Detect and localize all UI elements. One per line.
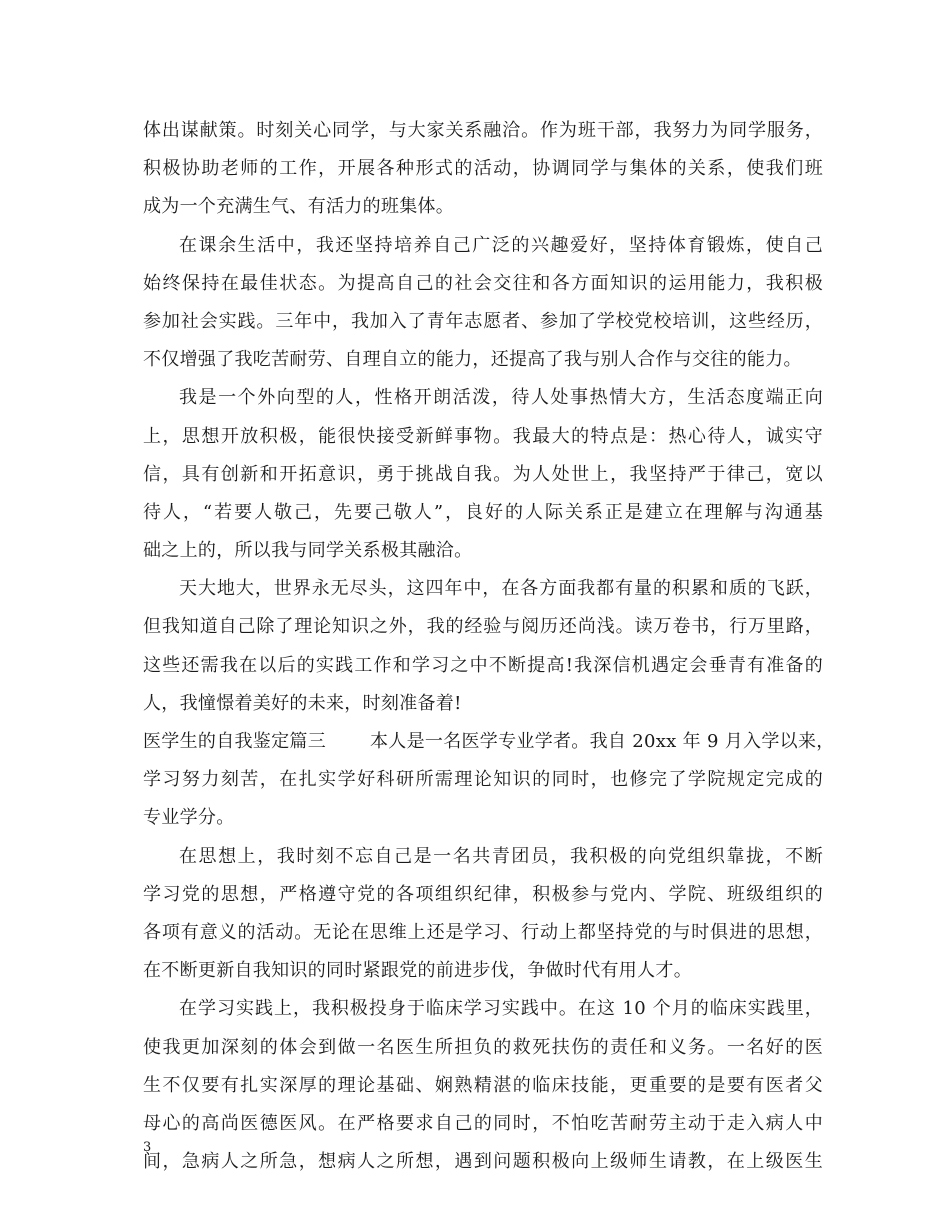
page-number: 3 bbox=[143, 1140, 152, 1155]
page-body-text bbox=[143, 112, 835, 1181]
text-line: 成为一个充满生气、有活力的班集体。 bbox=[143, 196, 455, 218]
text-line: 学习努力刻苦，在扎实学好科研所需理论知识的同时，也修完了学院规定完成的 bbox=[143, 769, 823, 791]
text-line: 上，思想开放积极，能很快接受新鲜事物。我最大的特点是：热心待人，诚实守 bbox=[143, 425, 823, 447]
text-line: 我是一个外向型的人，性格开朗活泼，待人处事热情大方，生活态度端正向 bbox=[179, 387, 823, 409]
text-line: 母心的高尚医德医风。在严格要求自己的同时，不怕吃苦耐劳主动于走入病人中 bbox=[143, 1112, 823, 1134]
section-title: 医学生的自我鉴定篇三 bbox=[143, 731, 326, 752]
text-line: 在思想上，我时刻不忘自己是一名共青团员，我积极的向党组织靠拢，不断 bbox=[179, 845, 823, 867]
section-first-line: 本人是一名医学专业学者。我自 20xx 年 9 月入学以来， bbox=[370, 731, 835, 752]
text-line: 在不断更新自我知识的同时紧跟党的前进步伐，争做时代有用人才。 bbox=[143, 960, 692, 982]
text-line: 体出谋献策。时刻关心同学，与大家关系融洽。作为班干部，我努力为同学服务， bbox=[143, 120, 823, 141]
text-line: 各项有意义的活动。无论在思维上还是学习、行动上都坚持党的与时俱进的思想， bbox=[143, 921, 823, 943]
section-heading-line bbox=[143, 723, 835, 761]
text-line: 础之上的，所以我与同学关系极其融洽。 bbox=[143, 540, 473, 562]
text-line: 待人，“若要人敬己，先要己敬人”，良好的人际关系正是建立在理解与沟通基 bbox=[143, 501, 823, 523]
text-line: 信，具有创新和开拓意识，勇于挑战自我。为人处世上，我坚持严于律己，宽以 bbox=[143, 463, 823, 485]
text-line: 专业学分。 bbox=[143, 807, 235, 829]
text-line: 在学习实践上，我积极投身于临床学习实践中。在这 10 个月的临床实践里， bbox=[179, 998, 823, 1020]
text-line: 学习党的思想，严格遵守党的各项组织纪律，积极参与党内、学院、班级组织的 bbox=[143, 883, 823, 905]
text-line: 积极协助老师的工作，开展各种形式的活动，协调同学与集体的关系，使我们班 bbox=[143, 158, 823, 180]
text-line: 但我知道自己除了理论知识之外，我的经验与阅历还尚浅。读万卷书，行万里路， bbox=[143, 616, 823, 638]
text-line: 在课余生活中，我还坚持培养自己广泛的兴趣爱好，坚持体育锻炼，使自己 bbox=[179, 234, 823, 256]
text-line: 这些还需我在以后的实践工作和学习之中不断提高!我深信机遇定会垂青有准备的 bbox=[143, 654, 823, 676]
text-line: 参加社会实践。三年中，我加入了青年志愿者、参加了学校党校培训，这些经历， bbox=[143, 310, 823, 332]
text-line: 生不仅要有扎实深厚的理论基础、娴熟精湛的临床技能，更重要的是要有医者父 bbox=[143, 1074, 823, 1096]
text-line: 天大地大，世界永无尽头，这四年中，在各方面我都有量的积累和质的飞跃， bbox=[179, 578, 823, 600]
text-line: 使我更加深刻的体会到做一名医生所担负的救死扶伤的责任和义务。一名好的医 bbox=[143, 1036, 823, 1058]
text-line: 间，急病人之所急，想病人之所想，遇到问题积极向上级师生请教，在上级医生 bbox=[143, 1151, 823, 1173]
text-line: 不仅增强了我吃苦耐劳、自理自立的能力，还提高了我与别人合作与交往的能力。 bbox=[143, 349, 802, 371]
text-line: 人，我憧憬着美好的未来，时刻准备着! bbox=[143, 692, 462, 714]
text-line: 始终保持在最佳状态。为提高自己的社会交往和各方面知识的运用能力，我积极 bbox=[143, 272, 823, 294]
